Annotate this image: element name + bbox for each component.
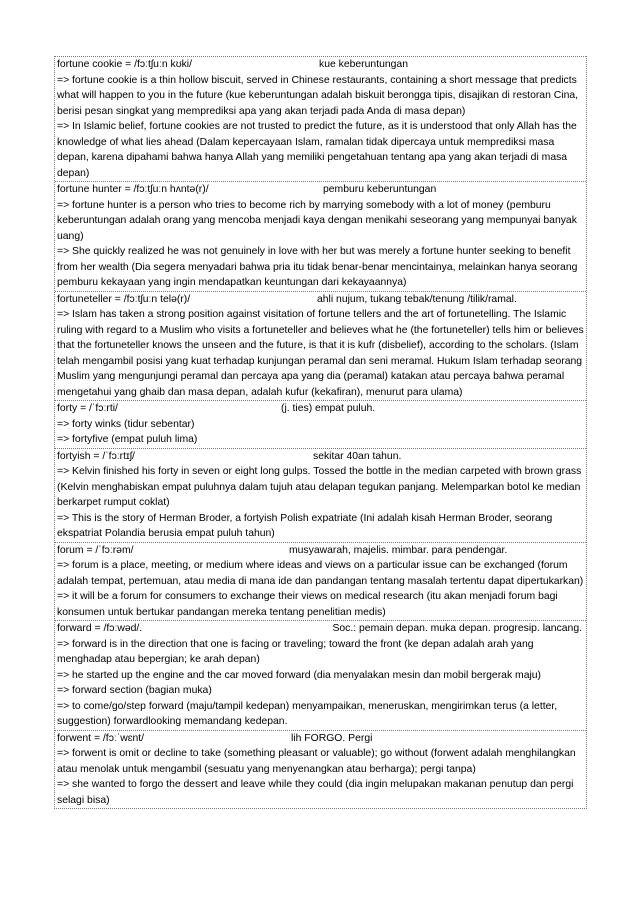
entry-term: fortyish = /ˈfɔːrtɪʃ/ [57,450,135,462]
entry-fortune-cookie [55,56,586,181]
entry-term: fortune hunter = /fɔːtʃuːn hʌntə(r)/ [57,184,209,195]
entry-gloss: (j. ties) empat puluh. [281,403,376,414]
entry-forward [55,620,586,730]
entry-header [57,731,584,747]
entry-line: => he started up the engine and the car moved forward (dia menyalakan mesin dan mobil bergerak maju) [57,669,542,681]
entry-line: => forward is in the direction that one is facing or traveling; toward the front (ke depan adalah arah yang menghadap atau bepergian; ke arah depan) [57,638,534,665]
entry-term: forwent = /fɔːˈwɛnt/ [57,732,145,744]
entry-line: => forward section (bagian muka) [57,685,212,696]
entry-term: forum = /ˈfɔːrəm/ [57,544,134,556]
entry-line: => Islam has taken a strong position against visitation of fortune tellers and the art of fortunetelling. The Islamic ruling with regard to a Muslim who visits a fortuneteller and believes what he (the fortuneteller) tells him or believes that the fortuneteller knows the unseen and the future, is that it is kufr (disbelief), according to the scholars. (Islam telah mengambil posisi yang kuat terhadap kunjungan peramal dan seni meramal. Hukum Islam terhadap seorang Muslim yang mengunjungi peramal dan percaya apa yang dia (peramal) katakan atau percaya bahwa peramal mengetahui yang ghaib dan masa depan, adalah kufur (kekafiran), menurut para ulama) [57,309,584,398]
entry-line: => forwent is omit or decline to take (something pleasant or valuable); go without (forwent adalah menghilangkan atau menolak untuk mengambil (sesuatu yang menyenangkan atau berharga); pergi tanpa) [57,748,576,775]
entry-header [57,57,584,73]
entry-term: fortune cookie = /fɔːtʃuːn kʊki/ [57,59,192,70]
entry-header [57,449,584,465]
entry-line: => she wanted to forgo the dessert and leave while they could (dia ingin melupakan makanan penutup dan pergi selagi bisa) [57,779,574,806]
entry-gloss: musyawarah, majelis. mimbar. para pendengar. [289,544,508,556]
entry-gloss: kue keberuntungan [319,59,408,70]
entry-fortune-hunter [55,181,586,291]
entry-forum [55,542,586,621]
entry-line: => She quickly realized he was not genuinely in love with her but was merely a fortune hunter seeking to benefit from her wealth (Dia segera menyadari bahwa pria itu tidak benar-benar mencintainya, melainkan hanya seorang pemburu kekayaan yang ingin mendapatkan keuntungan dari kekayaannya) [57,246,578,288]
entry-line: => This is the story of Herman Broder, a fortyish Polish expatriate (Ini adalah kisah Herman Broder, seorang ekspatriat Polandia berusia empat puluh tahun) [57,512,553,539]
entry-gloss: lih FORGO. Pergi [291,732,373,744]
entry-line: => forty winks (tidur sebentar) [57,418,195,430]
entry-header [57,543,584,559]
entry-term: forward = /fɔːwəd/. [57,623,143,634]
entry-fortuneteller [55,291,586,401]
entry-gloss: ahli nujum, tukang tebak/tenung /tilik/ramal. [317,293,517,305]
entry-line: => fortyfive (empat puluh lima) [57,434,198,445]
entry-line: => fortune hunter is a person who tries to become rich by marrying somebody with a lot of money (pemburu keberuntungan adalah orang yang mencoba menjadi kaya dengan menikahi seseorang yang mempunyai banyak uang) [57,199,577,242]
entry-line: => Kelvin finished his forty in seven or eight long gulps. Tossed the bottle in the median carpeted with brown grass (Kelvin menghabiskan empat puluhnya dalam tujuh atau delapan tegukan panjang. Melemparkan botol ke median berkarpet rumput coklat) [57,466,582,508]
entry-line: => to come/go/step forward (maju/tampil kedepan) menyampaikan, meneruskan, mengirimkan terus (a letter, suggestion) forwardlooking memandang kedepan. [57,700,558,727]
entry-forwent [55,730,586,809]
entry-forty [55,400,586,448]
entry-line: => it will be a forum for consumers to exchange their views on medical research (itu akan menjadi forum bagi konsumen untuk bertukar pandangan mereka tentang penelitian medis) [57,591,558,618]
entry-header [57,401,584,417]
entry-gloss: pemburu keberuntungan [323,184,437,195]
entry-line: => In Islamic belief, fortune cookies are not trusted to predict the future, as it is understood that only Allah has the knowledge of what lies ahead (Dalam kepercayaan Islam, ramalan tidak dipercaya untuk memprediksi masa depan, karena dipahami bahwa hanya Allah yang memiliki pengetahuan tentang apa yang akan terjadi di masa depan) [57,121,577,179]
entry-fortyish [55,448,586,542]
entry-term: fortuneteller = /fɔːtʃuːn telə(r)/ [57,293,191,305]
dictionary-document [54,56,587,809]
entry-gloss: sekitar 40an tahun. [313,450,402,462]
entry-header [57,182,584,198]
entry-header [57,292,584,308]
entry-header [57,621,584,637]
entry-term: forty = /ˈfɔːrti/ [57,403,118,414]
entry-line: => fortune cookie is a thin hollow biscuit, served in Chinese restaurants, containing a short message that predicts what will happen to you in the future (kue keberuntungan adalah biskuit berongga tipis, disajikan di restoran Cina, berisi pesan singkat yang memprediksi apa yang akan terjadi pada Anda di masa depan) [57,74,579,117]
entry-gloss: Soc.: pemain depan. muka depan. progresip. lancang. [332,623,582,634]
entry-line: => forum is a place, meeting, or medium where ideas and views on a particular issue can be exchanged (forum adalah tempat, pertemuan, atau media di mana ide dan pandangan tentang masalah tertentu dapat dipertukarkan) [57,560,584,587]
